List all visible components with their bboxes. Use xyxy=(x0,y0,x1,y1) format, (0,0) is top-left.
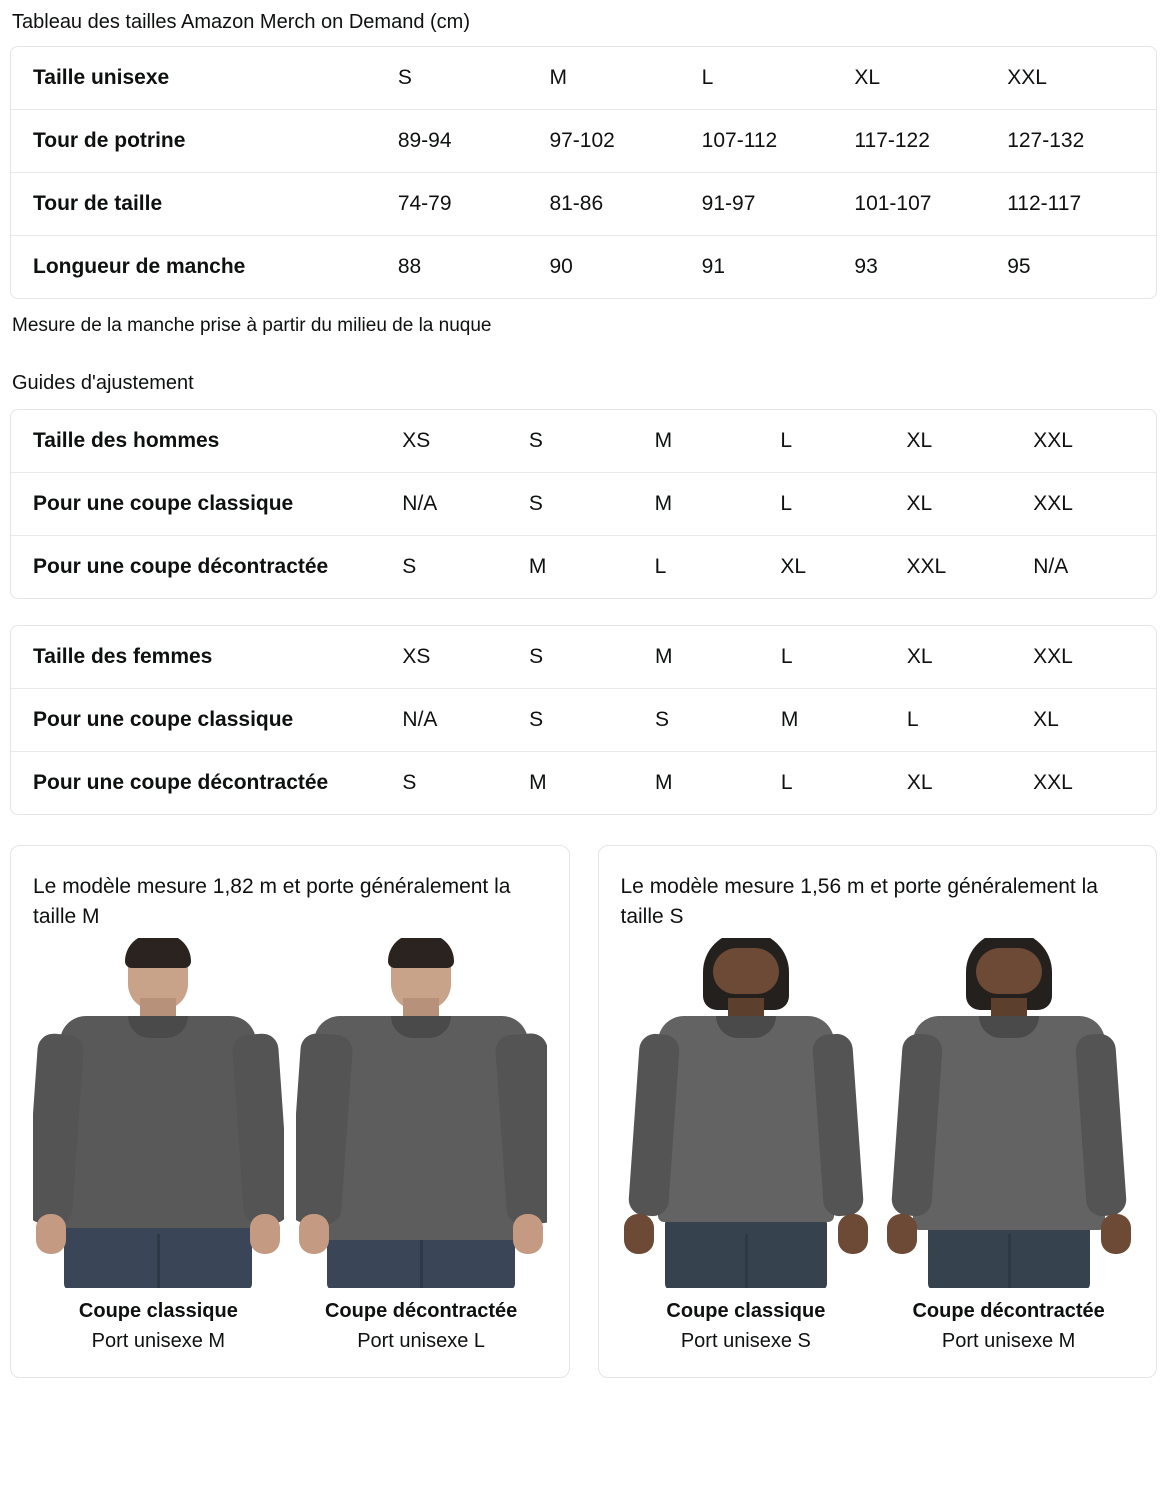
model-card-caption: Le modèle mesure 1,82 m et porte généralement la taille M xyxy=(33,875,511,928)
row-label: Taille des femmes xyxy=(11,626,398,689)
figure-relaxed-fit-men xyxy=(296,938,547,1355)
cell: M xyxy=(777,689,903,752)
cell: N/A xyxy=(398,689,525,752)
model-card-caption: Le modèle mesure 1,56 m et porte généralement la taille S xyxy=(620,875,1098,928)
cell: XXL xyxy=(1029,473,1156,536)
cell: 107-112 xyxy=(698,110,851,173)
cell: L xyxy=(903,689,1029,752)
cell: 91-97 xyxy=(698,173,851,236)
cell: 91 xyxy=(701,255,726,278)
cell: XXL xyxy=(906,555,947,578)
cell: 117-122 xyxy=(850,110,1003,173)
table-row xyxy=(11,110,1156,173)
cell: XL xyxy=(1029,689,1156,752)
figure-relaxed-fit-women xyxy=(883,938,1134,1355)
cell: M xyxy=(529,771,547,794)
model-photo-classic-men xyxy=(33,938,284,1288)
figure-sublabel: Port unisexe M xyxy=(941,1330,1076,1352)
row-label: Pour une coupe classique xyxy=(11,473,398,536)
men-fit-table xyxy=(10,409,1157,599)
row-label: Pour une coupe décontractée xyxy=(33,555,329,578)
figure-sublabel: Port unisexe S xyxy=(680,1330,811,1352)
cell: 127-132 xyxy=(1003,110,1156,173)
cell: 95 xyxy=(1007,255,1031,278)
cell: L xyxy=(698,47,851,110)
model-photo-relaxed-men xyxy=(296,938,547,1288)
cell: XL xyxy=(780,555,807,578)
table-row xyxy=(11,689,1156,752)
table-row xyxy=(11,410,1156,473)
figure-label: Coupe décontractée xyxy=(324,1300,518,1322)
cell: XL xyxy=(902,473,1029,536)
row-label: Pour une coupe décontractée xyxy=(33,771,329,794)
figure-classic-fit-men xyxy=(33,938,284,1355)
table-row xyxy=(11,47,1156,110)
cell: N/A xyxy=(398,473,525,536)
figure-label: Coupe classique xyxy=(78,1300,238,1322)
cell: L xyxy=(777,626,903,689)
cell: S xyxy=(651,689,777,752)
cell: S xyxy=(525,689,651,752)
table-row xyxy=(11,473,1156,536)
figure-sublabel: Port unisexe L xyxy=(357,1330,486,1352)
cell: XL xyxy=(850,47,1003,110)
figure-classic-fit-women xyxy=(621,938,872,1355)
cell: 97-102 xyxy=(545,110,697,173)
row-label: Tour de taille xyxy=(11,173,394,236)
figure-label: Coupe classique xyxy=(666,1300,826,1322)
cell: M xyxy=(651,410,777,473)
figure-label: Coupe décontractée xyxy=(912,1300,1105,1322)
model-cards-row xyxy=(10,845,1157,1378)
cell: M xyxy=(654,771,673,794)
cell: S xyxy=(394,47,546,110)
cell: L xyxy=(776,410,902,473)
unisex-size-table xyxy=(10,46,1157,299)
model-figures xyxy=(621,938,1135,1355)
table-spacer xyxy=(10,599,1157,625)
cell: L xyxy=(654,555,667,578)
cell: N/A xyxy=(1033,555,1069,578)
row-label: Tour de potrine xyxy=(11,110,394,173)
cell: 112-117 xyxy=(1003,173,1156,236)
cell: 88 xyxy=(397,255,422,278)
cell: 89-94 xyxy=(394,110,546,173)
cell: 101-107 xyxy=(850,173,1003,236)
cell: L xyxy=(776,473,902,536)
table-row xyxy=(11,752,1156,814)
cell: XL xyxy=(906,771,933,794)
row-label: Longueur de manche xyxy=(33,255,246,278)
cell: XXL xyxy=(1033,771,1073,794)
row-label: Taille des hommes xyxy=(11,410,398,473)
model-card-men xyxy=(10,845,570,1378)
table-row xyxy=(11,173,1156,236)
cell: S xyxy=(525,473,651,536)
table-row xyxy=(11,536,1156,598)
cell: S xyxy=(402,555,417,578)
cell: S xyxy=(525,410,651,473)
cell: XXL xyxy=(1003,47,1156,110)
cell: XL xyxy=(903,626,1029,689)
cell: XS xyxy=(398,410,525,473)
cell: XS xyxy=(398,626,525,689)
cell: 74-79 xyxy=(394,173,546,236)
cell: S xyxy=(525,626,651,689)
fit-guides-title: Guides d'ajustement xyxy=(12,372,194,394)
cell: M xyxy=(651,473,777,536)
cell: L xyxy=(780,771,793,794)
cell: S xyxy=(402,771,417,794)
model-card-women xyxy=(598,845,1158,1378)
figure-sublabel: Port unisexe M xyxy=(91,1330,226,1352)
cell: M xyxy=(651,626,777,689)
cell: 81-86 xyxy=(545,173,697,236)
cell: 90 xyxy=(549,255,573,278)
page-title: Tableau des tailles Amazon Merch on Demand (cm) xyxy=(12,11,470,33)
cell: XXL xyxy=(1029,410,1156,473)
sleeve-measurement-note: Mesure de la manche prise à partir du milieu de la nuque xyxy=(12,315,492,336)
row-label: Pour une coupe classique xyxy=(11,689,398,752)
model-photo-relaxed-women xyxy=(883,938,1134,1288)
model-figures xyxy=(33,938,547,1355)
cell: M xyxy=(528,555,547,578)
cell: M xyxy=(545,47,697,110)
cell: XL xyxy=(902,410,1029,473)
cell: 93 xyxy=(854,255,878,278)
row-label: Taille unisexe xyxy=(11,47,394,110)
table-row xyxy=(11,236,1156,298)
women-fit-table xyxy=(10,625,1157,815)
table-row xyxy=(11,626,1156,689)
model-photo-classic-women xyxy=(621,938,872,1288)
cell: XXL xyxy=(1029,626,1156,689)
